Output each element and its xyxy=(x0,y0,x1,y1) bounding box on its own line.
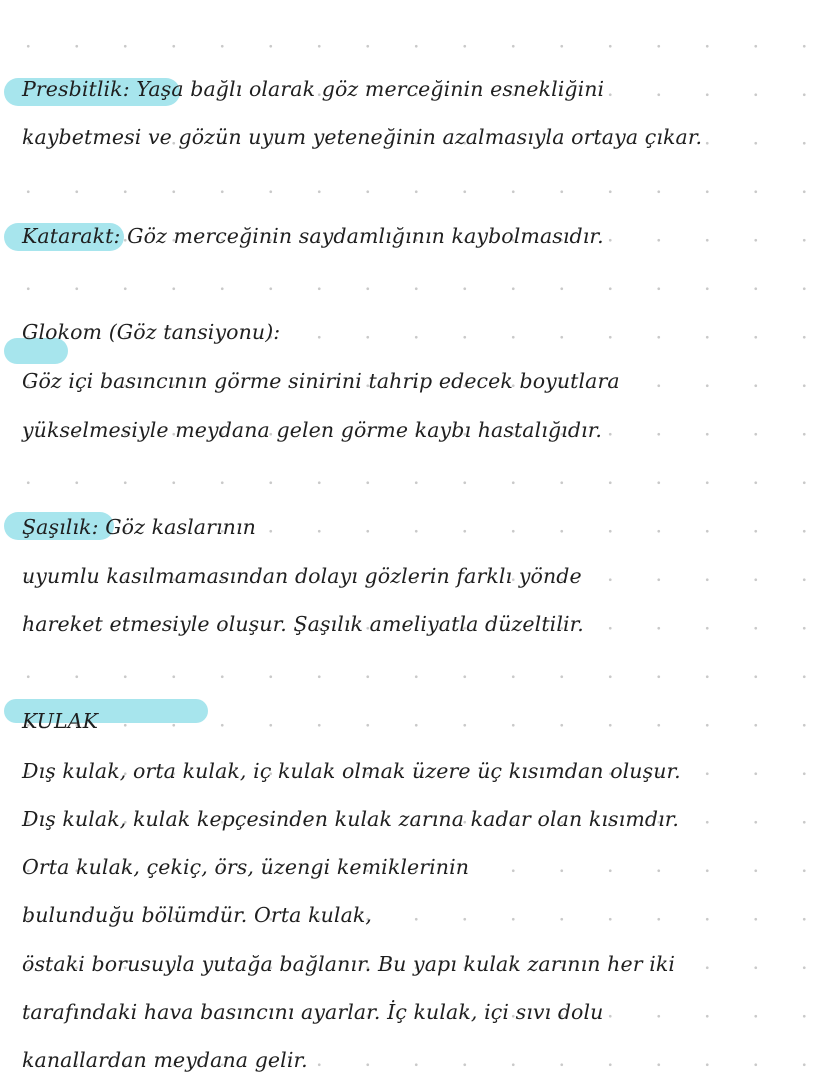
katarakt-text-1: : Göz merceğinin saydamlığının kaybolmasıdır. xyxy=(113,224,604,248)
glokom-line-3 xyxy=(22,416,602,444)
kulak-line-4 xyxy=(22,901,372,929)
kulak-line-5 xyxy=(22,950,675,978)
glokom-line-1 xyxy=(22,318,280,346)
kulak-heading xyxy=(22,707,98,735)
katarakt-line-1 xyxy=(22,222,604,250)
kulak-text-2: Dış kulak, kulak kepçesinden kulak zarına kadar olan kısımdır. xyxy=(22,807,680,831)
kulak-line-6 xyxy=(22,998,603,1026)
term-kulak: KULAK xyxy=(22,709,99,733)
presbitlik-text-1: Yaşa bağlı olarak göz merceğinin esnekliğini xyxy=(129,77,605,101)
kulak-text-5: östaki borusuyla yutağa bağlanır. Bu yapı kulak zarının her iki xyxy=(22,952,676,976)
kulak-line-7 xyxy=(22,1046,308,1074)
term-glokom: Glokom (Göz tansiyonu): xyxy=(22,320,281,344)
glokom-text-2: yükselmesiyle meydana gelen görme kaybı hastalığıdır. xyxy=(22,418,602,442)
presbitlik-line-2 xyxy=(22,123,702,151)
kulak-line-2 xyxy=(22,805,679,833)
sasilik-text-3: hareket etmesiyle oluşur. Şaşılık ameliyatla düzeltilir. xyxy=(22,612,584,636)
presbitlik-line-1 xyxy=(22,75,604,103)
sasilik-text-1: Göz kaslarının xyxy=(98,515,256,539)
sasilik-text-2: uyumlu kasılmamasından dolayı gözlerin farklı yönde xyxy=(22,564,582,588)
kulak-text-6: tarafındaki hava basıncını ayarlar. İç kulak, içi sıvı dolu xyxy=(22,1000,604,1024)
presbitlik-text-2: kaybetmesi ve gözün uyum yeteneğinin azalmasıyla ortaya çıkar. xyxy=(22,125,703,149)
glokom-text-1: Göz içi basıncının görme sinirini tahrip edecek boyutlara xyxy=(22,369,620,393)
kulak-text-3: Orta kulak, çekiç, örs, üzengi kemiklerinin xyxy=(22,855,470,879)
term-sasilik: Şaşılık: xyxy=(22,515,99,539)
term-presbitlik: Presbitlik: xyxy=(22,77,130,101)
kulak-text-4: bulunduğu bölümdür. Orta kulak, xyxy=(22,903,373,927)
term-katarakt: Katarakt xyxy=(22,224,114,248)
kulak-line-1 xyxy=(22,757,681,785)
sasilik-line-2 xyxy=(22,562,582,590)
sasilik-line-3 xyxy=(22,610,584,638)
glokom-line-2 xyxy=(22,367,620,395)
sasilik-line-1 xyxy=(22,513,256,541)
kulak-text-1: Dış kulak, orta kulak, iç kulak olmak üzere üç kısımdan oluşur. xyxy=(22,759,681,783)
kulak-text-7: kanallardan meydana gelir. xyxy=(22,1048,308,1072)
kulak-line-3 xyxy=(22,853,469,881)
